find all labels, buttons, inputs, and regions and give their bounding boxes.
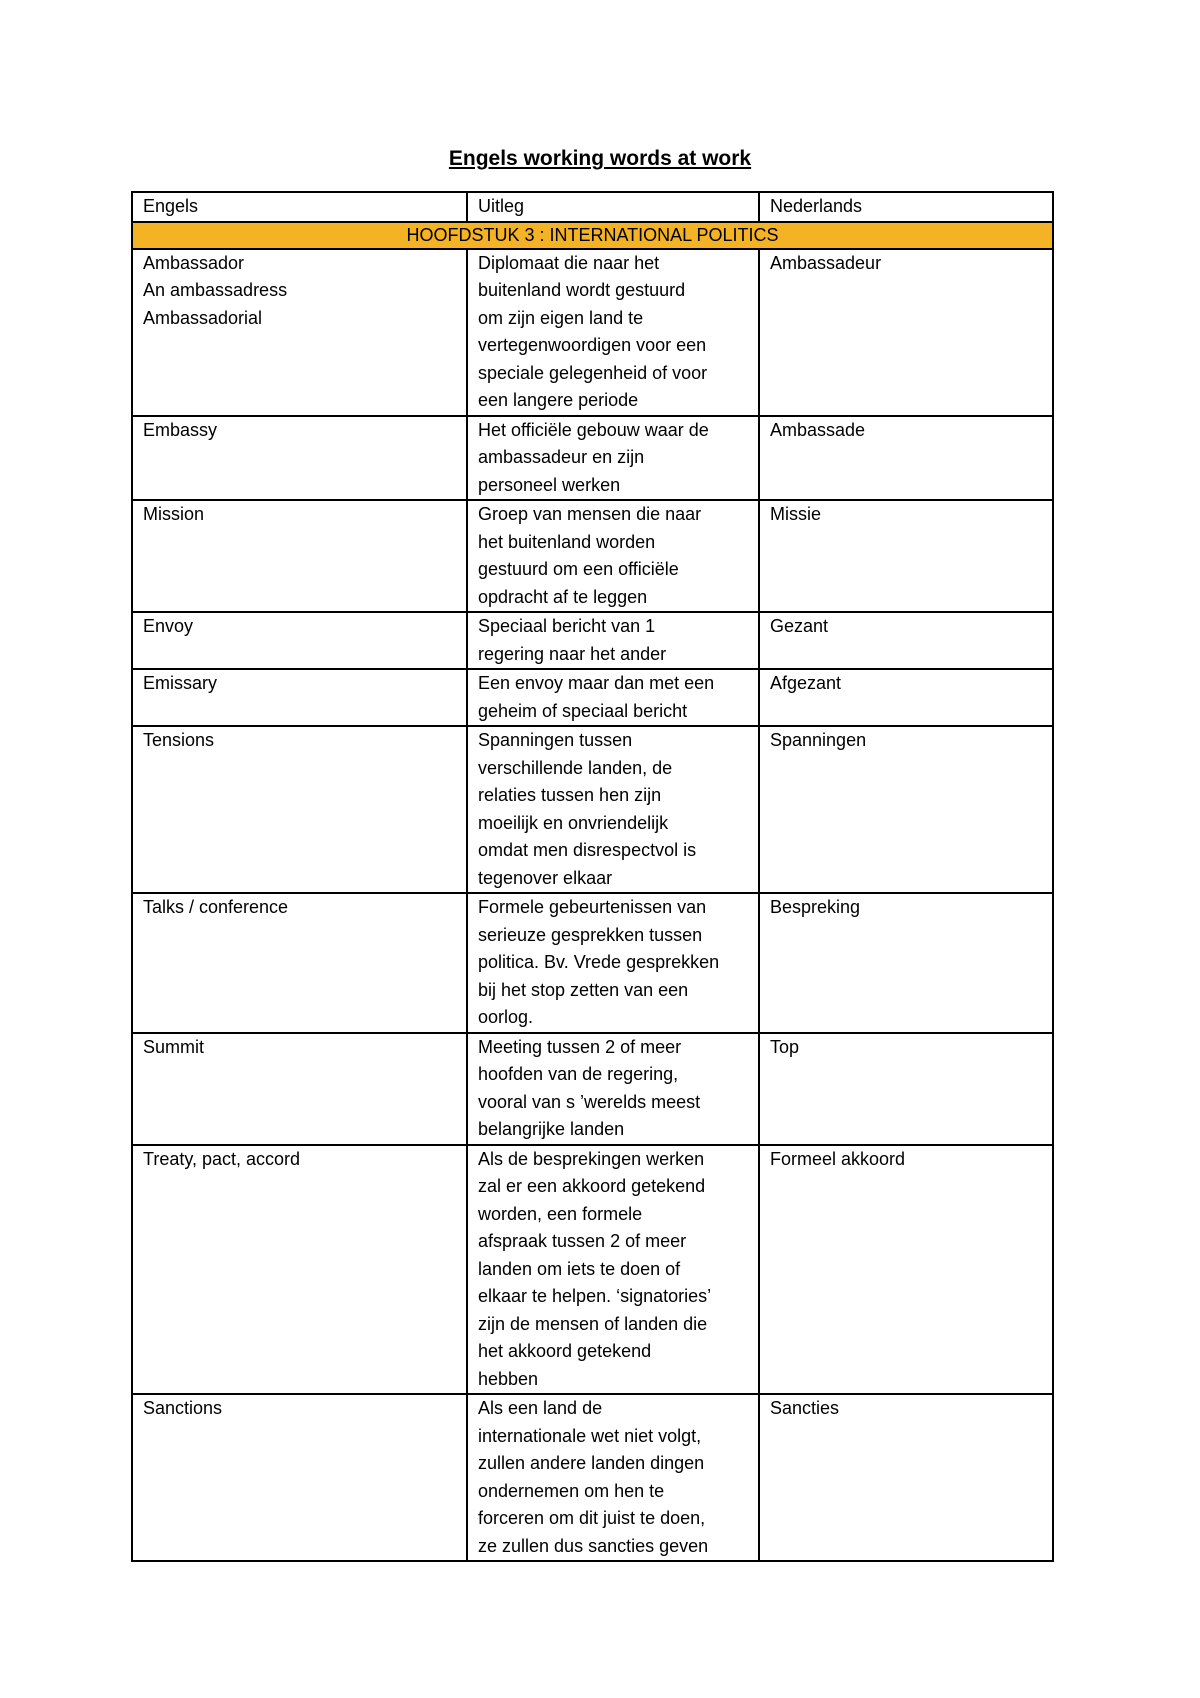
table-row (132, 612, 1053, 669)
cell-engels: Mission (132, 500, 467, 612)
table-row (132, 416, 1053, 501)
table-row (132, 669, 1053, 726)
cell-engels: Tensions (132, 726, 467, 893)
cell-nederlands: Spanningen (759, 726, 1053, 893)
cell-uitleg: Spanningen tussen verschillende landen, de relaties tussen hen zijn moeilijk en onvriendelijk omdat men disrespectvol is tegenover elkaar (467, 726, 759, 893)
table-header-row (132, 192, 1053, 222)
document-title: Engels working words at work (448, 147, 752, 170)
cell-engels: Sanctions (132, 1394, 467, 1561)
cell-nederlands: Sancties (759, 1394, 1053, 1561)
cell-uitleg: Groep van mensen die naar het buitenland worden gestuurd om een officiële opdracht af te leggen (467, 500, 759, 612)
cell-nederlands: Formeel akkoord (759, 1145, 1053, 1395)
cell-nederlands: Missie (759, 500, 1053, 612)
cell-nederlands: Ambassadeur (759, 249, 1053, 416)
column-header-nederlands: Nederlands (759, 192, 1053, 222)
table-row (132, 500, 1053, 612)
cell-nederlands: Bespreking (759, 893, 1053, 1033)
table-row (132, 1033, 1053, 1145)
cell-uitleg: Als een land de internationale wet niet volgt, zullen andere landen dingen ondernemen om hen te forceren om dit juist te doen, ze zullen dus sancties geven (467, 1394, 759, 1561)
table-row (132, 1394, 1053, 1561)
cell-engels: Summit (132, 1033, 467, 1145)
cell-engels: Ambassador An ambassadress Ambassadorial (132, 249, 467, 416)
cell-uitleg: Diplomaat die naar het buitenland wordt gestuurd om zijn eigen land te vertegenwoordigen voor een speciale gelegenheid of voor een langere periode (467, 249, 759, 416)
chapter-heading-row (132, 222, 1053, 249)
table-row (132, 893, 1053, 1033)
chapter-heading: HOOFDSTUK 3 : INTERNATIONAL POLITICS (132, 222, 1053, 249)
cell-nederlands: Ambassade (759, 416, 1053, 501)
cell-engels: Talks / conference (132, 893, 467, 1033)
column-header-uitleg: Uitleg (467, 192, 759, 222)
cell-engels: Treaty, pact, accord (132, 1145, 467, 1395)
cell-uitleg: Meeting tussen 2 of meer hoofden van de regering, vooral van s ’werelds meest belangrijke landen (467, 1033, 759, 1145)
cell-nederlands: Gezant (759, 612, 1053, 669)
cell-engels: Embassy (132, 416, 467, 501)
cell-uitleg: Formele gebeurtenissen van serieuze gesprekken tussen politica. Bv. Vrede gesprekken bij het stop zetten van een oorlog. (467, 893, 759, 1033)
table-row (132, 249, 1053, 416)
vocabulary-table (131, 191, 1054, 1562)
cell-engels: Envoy (132, 612, 467, 669)
cell-uitleg: Speciaal bericht van 1 regering naar het ander (467, 612, 759, 669)
table-row (132, 726, 1053, 893)
cell-nederlands: Top (759, 1033, 1053, 1145)
cell-uitleg: Als de besprekingen werken zal er een akkoord getekend worden, een formele afspraak tussen 2 of meer landen om iets te doen of elkaar te helpen. ‘signatories’ zijn de mensen of landen die het akkoord getekend hebben (467, 1145, 759, 1395)
table-row (132, 1145, 1053, 1395)
cell-nederlands: Afgezant (759, 669, 1053, 726)
column-header-engels: Engels (132, 192, 467, 222)
cell-uitleg: Een envoy maar dan met een geheim of speciaal bericht (467, 669, 759, 726)
cell-engels: Emissary (132, 669, 467, 726)
cell-uitleg: Het officiële gebouw waar de ambassadeur en zijn personeel werken (467, 416, 759, 501)
